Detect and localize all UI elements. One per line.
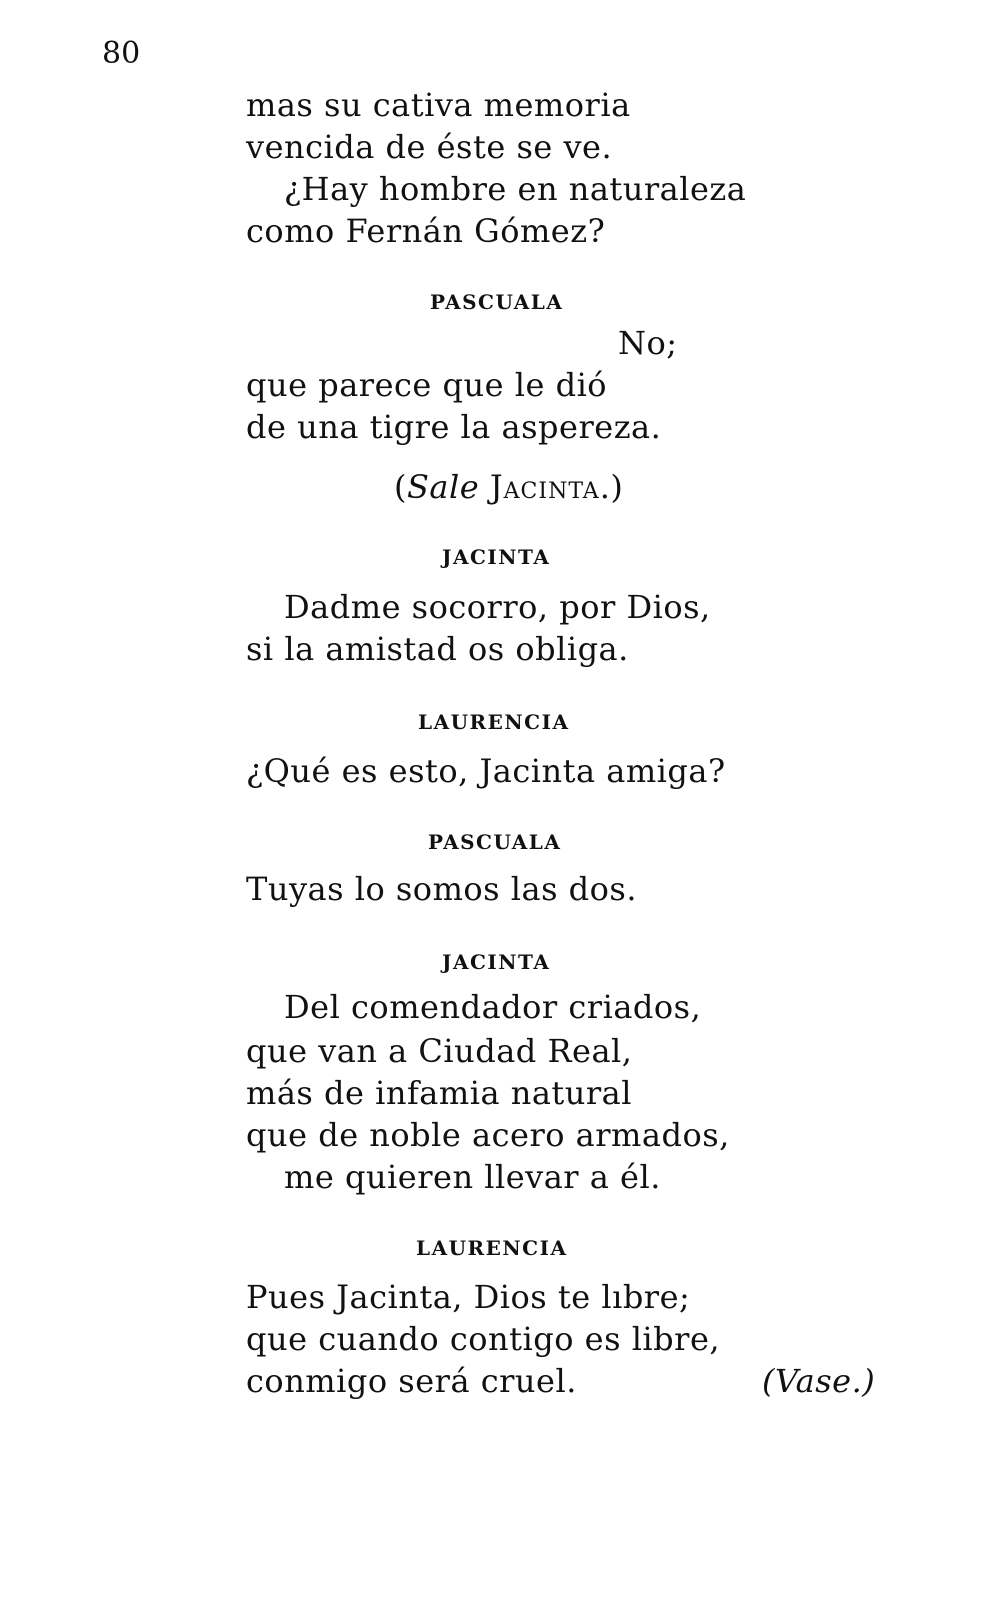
verse-line: si la amistad os obliga. xyxy=(246,630,629,668)
speaker-name: PASCUALA xyxy=(430,290,564,314)
verse-line: de una tigre la aspereza. xyxy=(246,408,662,446)
verse-line: más de infamia natural xyxy=(246,1074,632,1112)
verse-line: vencida de éste se ve. xyxy=(246,128,613,166)
verse-line: que cuando contigo es libre, xyxy=(246,1320,721,1358)
verse-line: ¿Hay hombre en naturaleza xyxy=(284,170,747,208)
stage-direction xyxy=(394,468,623,506)
stage-direction-open: ( xyxy=(394,468,407,506)
verse-line: No; xyxy=(618,324,678,362)
verse-line: que van a Ciudad Real, xyxy=(246,1032,633,1070)
verse-line: como Fernán Gómez? xyxy=(246,212,606,250)
speaker-name: JACINTA xyxy=(442,545,551,569)
verse-line: ¿Qué es esto, Jacinta amiga? xyxy=(246,752,726,790)
verse-line: mas su cativa memoria xyxy=(246,86,631,124)
verse-line: que parece que le dió xyxy=(246,366,608,404)
speaker-name: PASCUALA xyxy=(428,830,562,854)
stage-direction-verb: Sale xyxy=(406,468,480,506)
speaker-name: LAURENCIA xyxy=(416,1236,568,1260)
verse-line: conmigo será cruel. xyxy=(246,1362,577,1400)
verse-line: Tuyas lo somos las dos. xyxy=(246,870,638,908)
speaker-name: LAURENCIA xyxy=(418,710,570,734)
page-number: 80 xyxy=(102,36,141,71)
verse-line: que de noble acero armados, xyxy=(246,1116,730,1154)
stage-direction-exit: (Vase.) xyxy=(762,1362,876,1400)
speaker-name: JACINTA xyxy=(442,950,551,974)
verse-line: me quieren llevar a él. xyxy=(284,1158,661,1196)
verse-line: Pues Jacinta, Dios te lıbre; xyxy=(246,1278,691,1316)
verse-line: Del comendador criados, xyxy=(284,988,702,1026)
stage-direction-close: .) xyxy=(599,468,624,506)
verse-line: Dadme socorro, por Dios, xyxy=(284,588,711,626)
stage-direction-name: Jacinta xyxy=(489,468,600,506)
